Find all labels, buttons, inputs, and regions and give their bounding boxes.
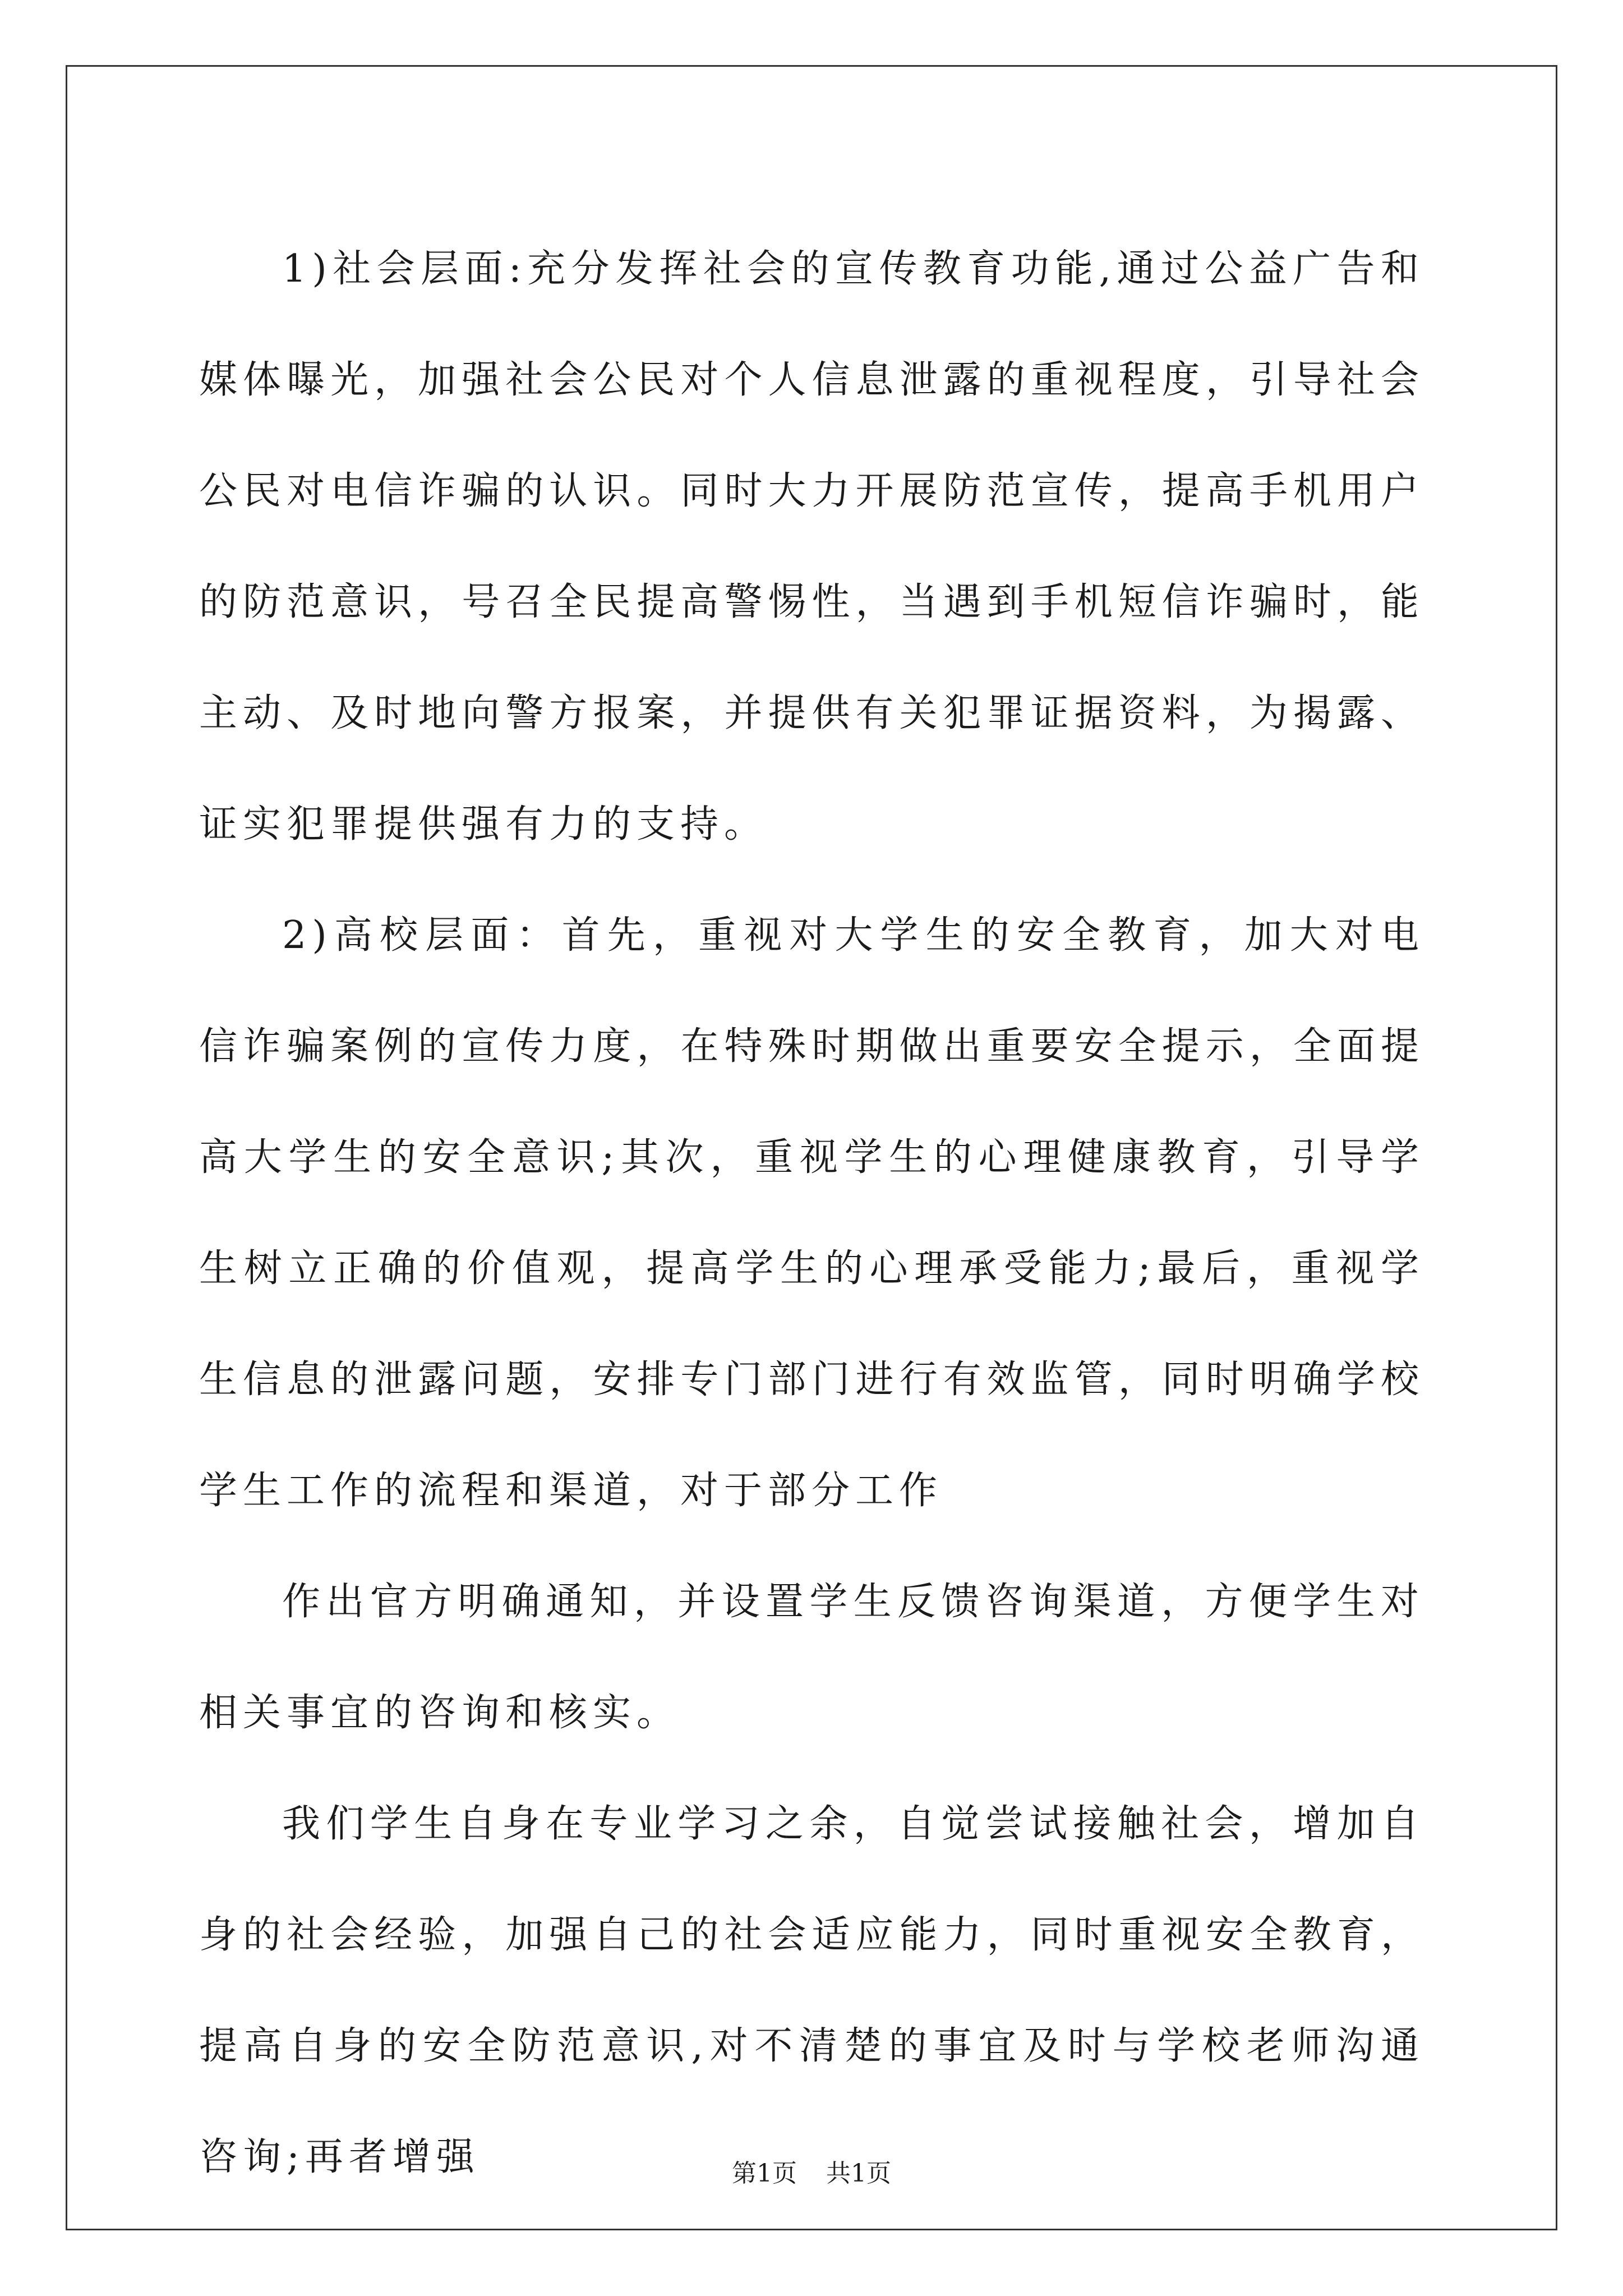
page-number-current: 第1页	[732, 2159, 797, 2188]
document-body	[199, 214, 1424, 2213]
paragraph-university-level: 2)高校层面：首先，重视对大学生的安全教育，加大对电信诈骗案例的宣传力度，在特殊时期做出重要安全提示，全面提高大学生的安全意识;其次，重视学生的心理健康教育，引导学生树立正确的价值观，提高学生的心理承受能力;最后，重视学生信息的泄露问题，安排专门部门进行有效监管，同时明确学校学生工作的流程和渠道，对于部分工作	[199, 913, 1424, 1513]
paragraph-student-self: 我们学生自身在专业学习之余，自觉尝试接触社会，增加自身的社会经验，加强自己的社会适应能力，同时重视安全教育，提高自身的安全防范意识,对不清楚的事宜及时与学校老师沟通咨询;再者增强	[199, 1802, 1424, 2179]
page-number-total: 共1页	[826, 2159, 891, 2188]
paragraph-social-level: 1)社会层面:充分发挥社会的宣传教育功能,通过公益广告和媒体曝光，加强社会公民对个人信息泄露的重视程度，引导社会公民对电信诈骗的认识。同时大力开展防范宣传，提高手机用户的防范意识，号召全民提高警惕性，当遇到手机短信诈骗时，能主动、及时地向警方报案，并提供有关犯罪证据资料，为揭露、证实犯罪提供强有力的支持。	[199, 247, 1424, 846]
page-footer	[0, 2157, 1623, 2191]
paragraph-official-notice: 作出官方明确通知，并设置学生反馈咨询渠道，方便学生对相关事宜的咨询和核实。	[199, 1580, 1424, 1735]
